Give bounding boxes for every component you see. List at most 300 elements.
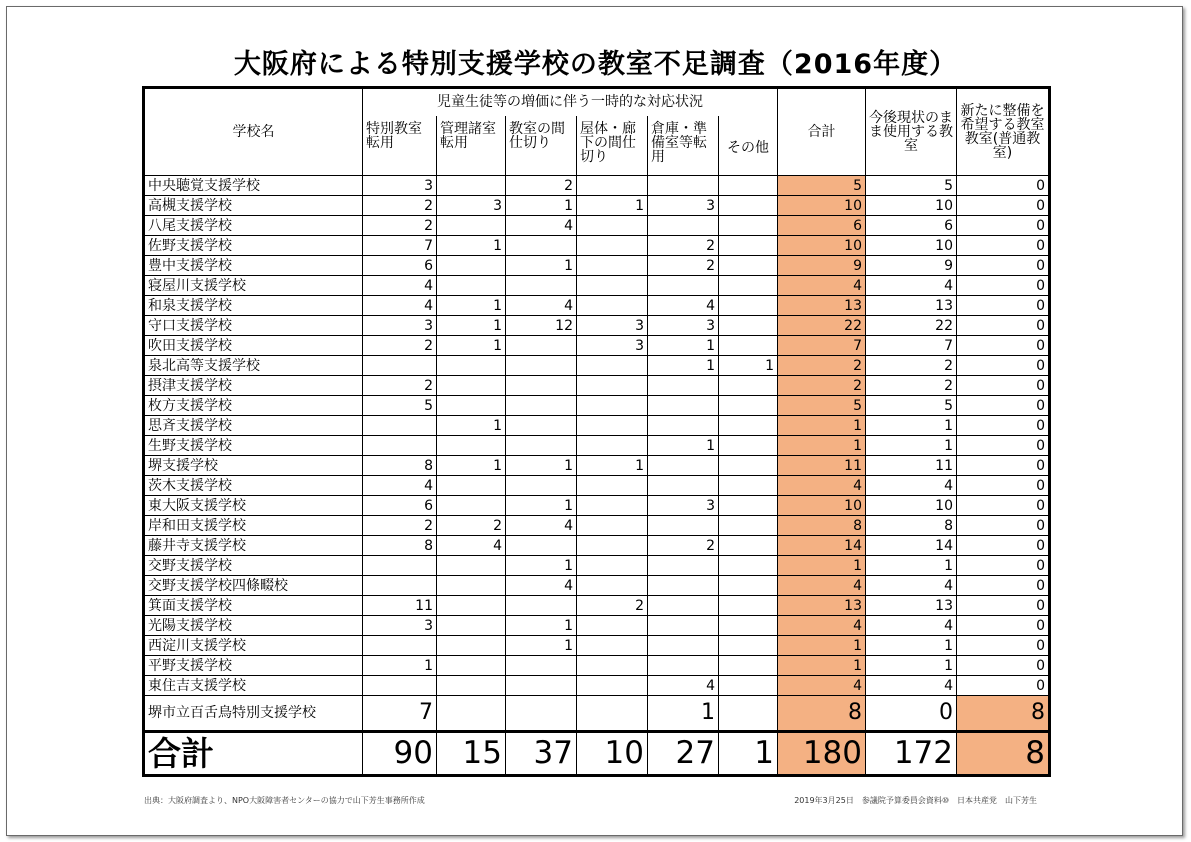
total-cell: 4 [778,276,866,296]
current-cell: 14 [866,536,957,556]
count-cell [719,576,778,596]
count-cell: 1 [719,356,778,376]
total-cell: 1 [778,436,866,456]
current-cell: 6 [866,216,957,236]
count-cell [437,376,506,396]
count-cell [506,536,577,556]
table-row [144,416,1050,436]
school-name: 八尾支援学校 [144,216,363,236]
count-cell [363,356,437,376]
new-cell: 8 [957,696,1050,732]
total-cell: 4 [778,616,866,636]
new-cell: 0 [957,216,1050,236]
school-name: 合計 [144,732,363,776]
count-cell: 8 [363,536,437,556]
count-cell [577,656,648,676]
current-cell: 10 [866,496,957,516]
current-cell: 9 [866,256,957,276]
table-row [144,376,1050,396]
count-cell [437,556,506,576]
count-cell: 2 [506,176,577,196]
count-cell [363,576,437,596]
count-cell [437,356,506,376]
school-name: 生野支援学校 [144,436,363,456]
table-row [144,476,1050,496]
count-cell: 12 [506,316,577,336]
school-name: 岸和田支援学校 [144,516,363,536]
count-cell [363,436,437,456]
total-cell: 1 [778,556,866,576]
total-cell: 2 [778,376,866,396]
school-name: 東大阪支援学校 [144,496,363,516]
count-cell: 4 [506,576,577,596]
current-cell: 22 [866,316,957,336]
count-cell: 3 [577,336,648,356]
new-cell: 0 [957,316,1050,336]
count-cell: 3 [648,496,719,516]
table-row [144,296,1050,316]
count-cell: 7 [363,696,437,732]
count-cell [648,456,719,476]
table-row [144,176,1050,196]
new-cell: 0 [957,196,1050,216]
count-cell: 1 [506,456,577,476]
count-cell [437,176,506,196]
header-total: 合計 [778,88,866,176]
school-name: 吹田支援学校 [144,336,363,356]
count-cell [577,476,648,496]
count-cell [719,436,778,456]
school-name: 摂津支援学校 [144,376,363,396]
new-cell: 0 [957,596,1050,616]
school-name: 西淀川支援学校 [144,636,363,656]
table-row [144,356,1050,376]
current-cell: 4 [866,676,957,696]
count-cell [719,696,778,732]
count-cell [648,656,719,676]
survey-table [142,86,1051,777]
count-cell [648,576,719,596]
count-cell [437,596,506,616]
count-cell [719,336,778,356]
count-cell [719,536,778,556]
count-cell [719,276,778,296]
count-cell [577,296,648,316]
table-row [144,456,1050,476]
count-cell: 15 [437,732,506,776]
current-cell: 5 [866,176,957,196]
count-cell: 1 [648,436,719,456]
school-name: 交野支援学校 [144,556,363,576]
current-cell: 11 [866,456,957,476]
table-row [144,276,1050,296]
count-cell: 2 [363,376,437,396]
header-school: 学校名 [144,88,363,176]
count-cell [719,176,778,196]
total-cell: 13 [778,296,866,316]
table-row [144,596,1050,616]
total-cell: 4 [778,476,866,496]
new-cell: 0 [957,396,1050,416]
school-name: 藤井寺支援学校 [144,536,363,556]
count-cell: 1 [437,336,506,356]
count-cell [577,216,648,236]
count-cell [577,356,648,376]
header-group: 児童生徒等の増価に伴う一時的な対応状況 [363,88,778,116]
count-cell [506,396,577,416]
header-current: 今後現状のまま使用する教室 [866,88,957,176]
count-cell [648,216,719,236]
count-cell [577,396,648,416]
count-cell [577,516,648,536]
count-cell [648,276,719,296]
current-cell: 8 [866,516,957,536]
total-cell: 10 [778,496,866,516]
count-cell [577,436,648,456]
total-cell: 8 [778,516,866,536]
header-col-2: 管理諸室転用 [437,116,506,176]
count-cell [506,356,577,376]
count-cell [719,656,778,676]
current-cell: 2 [866,356,957,376]
current-cell: 7 [866,336,957,356]
table-row [144,256,1050,276]
count-cell [719,596,778,616]
count-cell [437,636,506,656]
count-cell: 1 [577,456,648,476]
count-cell [437,676,506,696]
table-row [144,656,1050,676]
count-cell: 1 [648,336,719,356]
school-name: 佐野支援学校 [144,236,363,256]
new-cell: 0 [957,436,1050,456]
table-row [144,336,1050,356]
count-cell: 3 [577,316,648,336]
school-name: 和泉支援学校 [144,296,363,316]
count-cell [437,496,506,516]
count-cell: 5 [363,396,437,416]
count-cell [577,556,648,576]
count-cell [506,696,577,732]
total-cell: 8 [778,696,866,732]
count-cell [719,636,778,656]
count-cell [577,676,648,696]
count-cell [437,576,506,596]
count-cell [719,616,778,636]
school-name: 高槻支援学校 [144,196,363,216]
total-cell: 14 [778,536,866,556]
count-cell [363,416,437,436]
current-cell: 13 [866,596,957,616]
count-cell [577,536,648,556]
new-cell: 0 [957,276,1050,296]
total-cell: 10 [778,196,866,216]
current-cell: 2 [866,376,957,396]
new-cell: 0 [957,556,1050,576]
count-cell [577,256,648,276]
current-cell: 4 [866,276,957,296]
count-cell [577,236,648,256]
count-cell [648,596,719,616]
new-cell: 0 [957,616,1050,636]
table-row [144,496,1050,516]
new-cell: 0 [957,656,1050,676]
count-cell [648,396,719,416]
count-cell [719,496,778,516]
table-row [144,236,1050,256]
school-name: 枚方支援学校 [144,396,363,416]
count-cell [648,636,719,656]
total-cell: 22 [778,316,866,336]
school-name: 茨木支援学校 [144,476,363,496]
count-cell: 6 [363,496,437,516]
count-cell [719,456,778,476]
count-cell: 1 [437,456,506,476]
count-cell [648,616,719,636]
count-cell: 1 [437,236,506,256]
new-cell: 0 [957,296,1050,316]
count-cell: 4 [506,216,577,236]
current-cell: 1 [866,556,957,576]
count-cell [506,436,577,456]
count-cell [437,476,506,496]
count-cell [506,236,577,256]
current-cell: 4 [866,576,957,596]
document-title: 大阪府による特別支援学校の教室不足調査（2016年度） [233,49,958,80]
table-row [144,436,1050,456]
count-cell: 1 [506,616,577,636]
current-cell: 1 [866,636,957,656]
total-cell: 7 [778,336,866,356]
total-cell: 4 [778,576,866,596]
count-cell [506,596,577,616]
table-row [144,576,1050,596]
count-cell: 6 [363,256,437,276]
count-cell [577,176,648,196]
count-cell: 2 [648,256,719,276]
count-cell: 2 [648,536,719,556]
total-cell: 10 [778,236,866,256]
count-cell: 2 [363,196,437,216]
count-cell: 4 [437,536,506,556]
count-cell [363,636,437,656]
count-cell: 1 [648,356,719,376]
school-name: 思斉支援学校 [144,416,363,436]
count-cell [577,276,648,296]
total-cell: 1 [778,416,866,436]
count-cell [719,256,778,276]
count-cell [648,376,719,396]
current-cell: 5 [866,396,957,416]
count-cell [719,196,778,216]
school-name: 豊中支援学校 [144,256,363,276]
new-cell: 0 [957,576,1050,596]
school-name: 守口支援学校 [144,316,363,336]
count-cell: 2 [363,516,437,536]
total-cell: 13 [778,596,866,616]
new-cell: 0 [957,236,1050,256]
count-cell: 2 [363,216,437,236]
new-cell: 0 [957,176,1050,196]
count-cell [506,376,577,396]
count-cell: 7 [363,236,437,256]
current-cell: 1 [866,656,957,676]
total-cell: 6 [778,216,866,236]
count-cell [437,696,506,732]
table-row [144,616,1050,636]
header-col-6: その他 [719,116,778,176]
count-cell: 37 [506,732,577,776]
school-name: 堺市立百舌鳥特別支援学校 [144,696,363,732]
table-row [144,556,1050,576]
count-cell [437,276,506,296]
count-cell [577,376,648,396]
count-cell [577,616,648,636]
count-cell: 90 [363,732,437,776]
count-cell: 1 [719,732,778,776]
count-cell: 3 [437,196,506,216]
count-cell: 1 [577,196,648,216]
school-name: 箕面支援学校 [144,596,363,616]
count-cell [719,316,778,336]
count-cell [719,676,778,696]
header-col-1: 特別教室転用 [363,116,437,176]
count-cell [648,416,719,436]
table-row [144,536,1050,556]
count-cell: 4 [363,296,437,316]
new-cell: 0 [957,376,1050,396]
count-cell: 3 [363,176,437,196]
count-cell [437,656,506,676]
count-cell [506,676,577,696]
count-cell [648,556,719,576]
count-cell: 4 [506,296,577,316]
total-cell: 1 [778,656,866,676]
total-cell: 1 [778,636,866,656]
count-cell [719,416,778,436]
count-cell [577,576,648,596]
count-cell: 4 [506,516,577,536]
count-cell [577,696,648,732]
count-cell: 1 [437,316,506,336]
count-cell [719,376,778,396]
count-cell [648,516,719,536]
current-cell: 10 [866,236,957,256]
current-cell: 13 [866,296,957,316]
table-row [144,316,1050,336]
table-row [144,396,1050,416]
count-cell [719,556,778,576]
current-cell: 1 [866,416,957,436]
count-cell: 3 [363,616,437,636]
total-cell: 4 [778,676,866,696]
count-cell: 2 [648,236,719,256]
header-col-3: 教室の間仕切り [506,116,577,176]
count-cell [363,676,437,696]
count-cell [577,636,648,656]
count-cell: 1 [648,696,719,732]
new-cell: 0 [957,336,1050,356]
count-cell [437,396,506,416]
count-cell: 1 [437,416,506,436]
count-cell: 1 [437,296,506,316]
new-cell: 0 [957,676,1050,696]
count-cell: 27 [648,732,719,776]
school-name: 平野支援学校 [144,656,363,676]
footer-credit: 2019年3月25日 参議院予算委員会資料⑩ 日本共産党 山下芳生 [794,796,1037,805]
new-cell: 0 [957,416,1050,436]
count-cell: 4 [648,676,719,696]
count-cell [719,216,778,236]
count-cell: 1 [506,496,577,516]
count-cell: 1 [506,256,577,276]
table-row [144,696,1050,732]
school-name: 東住吉支援学校 [144,676,363,696]
count-cell: 8 [363,456,437,476]
current-cell: 172 [866,732,957,776]
count-cell [719,296,778,316]
count-cell [719,236,778,256]
school-name: 交野支援学校四條畷校 [144,576,363,596]
count-cell [719,396,778,416]
footer-source: 出典：大阪府調査より、NPO大阪障害者センターの協力で山下芳生事務所作成 [144,796,425,805]
count-cell [506,276,577,296]
current-cell: 1 [866,436,957,456]
count-cell: 4 [648,296,719,316]
count-cell [506,656,577,676]
table-row [144,196,1050,216]
count-cell: 4 [363,276,437,296]
count-cell [506,416,577,436]
count-cell [577,496,648,516]
school-name: 堺支援学校 [144,456,363,476]
count-cell [719,476,778,496]
new-cell: 0 [957,476,1050,496]
new-cell: 0 [957,636,1050,656]
total-cell: 11 [778,456,866,476]
count-cell: 4 [363,476,437,496]
count-cell [437,436,506,456]
new-cell: 8 [957,732,1050,776]
count-cell: 2 [577,596,648,616]
new-cell: 0 [957,356,1050,376]
new-cell: 0 [957,496,1050,516]
new-cell: 0 [957,536,1050,556]
count-cell [437,216,506,236]
total-cell: 180 [778,732,866,776]
count-cell: 1 [506,636,577,656]
school-name: 泉北高等支援学校 [144,356,363,376]
header-col-4: 屋体・廊下の間仕切り [577,116,648,176]
count-cell: 3 [363,316,437,336]
header-col-5: 倉庫・準備室等転用 [648,116,719,176]
count-cell [719,516,778,536]
new-cell: 0 [957,516,1050,536]
count-cell: 1 [506,196,577,216]
count-cell [577,416,648,436]
current-cell: 0 [866,696,957,732]
table-row [144,216,1050,236]
table-row [144,636,1050,656]
count-cell: 3 [648,316,719,336]
count-cell [363,556,437,576]
new-cell: 0 [957,456,1050,476]
count-cell [437,256,506,276]
current-cell: 4 [866,476,957,496]
header-new: 新たに整備を希望する教室教室(普通教室) [957,88,1050,176]
table-row [144,516,1050,536]
new-cell: 0 [957,256,1050,276]
